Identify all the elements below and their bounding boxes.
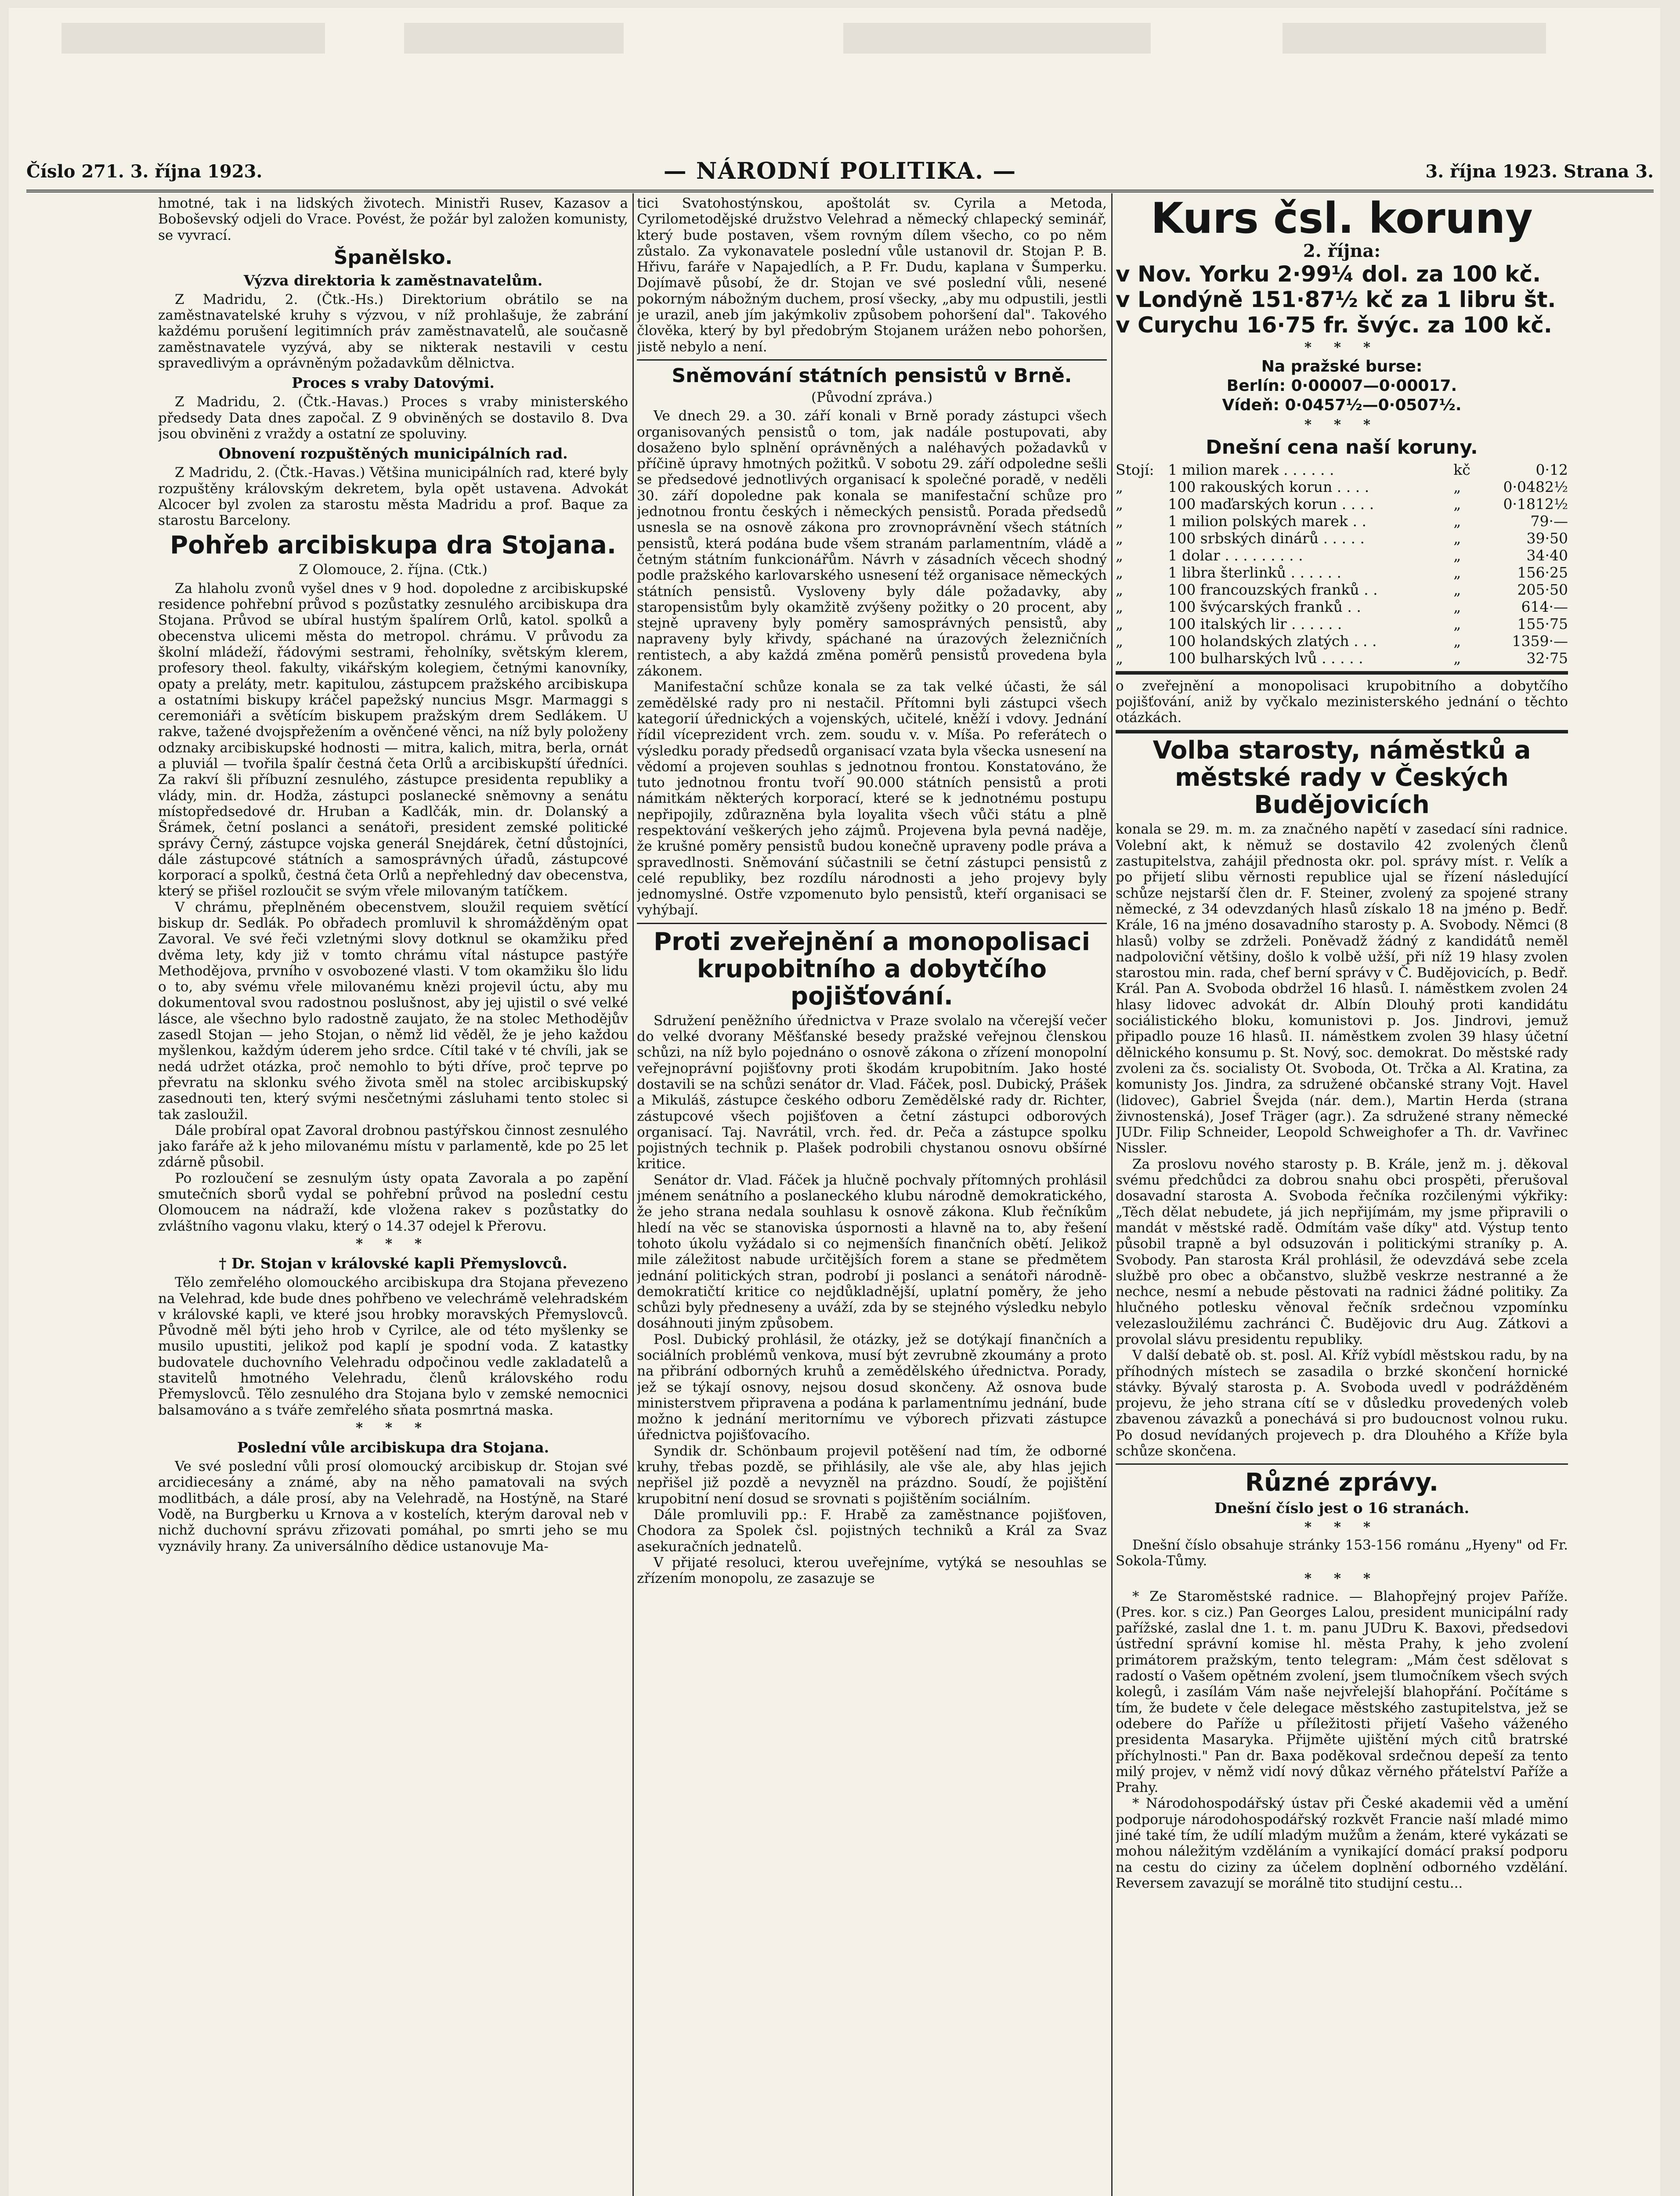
rate-prefix: „ bbox=[1116, 581, 1124, 598]
burse-berlin: Berlín: 0·00007—0·00017. bbox=[1226, 377, 1457, 395]
rate-label: 100 švýcarských franků . . bbox=[1168, 598, 1361, 615]
currency-rates-table bbox=[1116, 461, 1568, 667]
article-text: Dále probíral opat Zavoral drobnou pastýřskou činnost zesnulého jako faráře až k jeho milovanému místu v parlamentě, kde po 25 let zdárně působil. bbox=[158, 1122, 628, 1170]
rate-unit: „ bbox=[1453, 649, 1461, 667]
rate-unit: „ bbox=[1453, 495, 1461, 513]
rate-unit: „ bbox=[1453, 563, 1461, 581]
rate-unit: „ bbox=[1453, 512, 1461, 530]
rate-unit: „ bbox=[1453, 529, 1461, 547]
rate-label: 1 dolar . . . . . . . . . bbox=[1168, 546, 1303, 564]
exchange-date: 2. října: bbox=[1303, 241, 1381, 261]
article-headline: Pohřeb arcibiskupa dra Stojana. bbox=[170, 531, 616, 560]
article-text: Z Madridu, 2. (Čtk.-Havas.) Většina municipálních rad, které byly rozpuštěny královským dekretem, byla opět ustavena. Advokát Alcocer byl zvolen za starostu města Madridu a prof. Baque za starostu Barcelony. bbox=[158, 465, 628, 529]
rate-prefix: „ bbox=[1116, 495, 1124, 513]
article-text: Z Madridu, 2. (Čtk.-Havas.) Proces s vraby ministerského předsedy Data dnes započal. Z 9 obviněných se dostavilo 8. Dva jsou obviněni z vraždy a ostatní ze spoluviny. bbox=[158, 394, 628, 442]
rate-prefix: „ bbox=[1116, 615, 1124, 632]
rate-row bbox=[1116, 615, 1568, 632]
article-text: Ve dnech 29. a 30. září konali v Brně porady zástupci všech organisovaných pensistů o tom, jak nadále postupovati, aby dosaženo bylo splnění oprávněných a naléhavých požadavků v příčině úpravy hmotných požitků. V sobotu 29. září odpoledne sešli se předsedové jednotlivých organisací k společné poradě, v neděli 30. září dopoledne pak konala se manifestační schůze pro jednotnou frontu českých i německých pensistů. Porada předsedů usnesla se na osnově zákona pro zrovnoprávnění všech státních pensistů, která podána bude všem stranám parlamentním, vládě a četným státním funkcionářům. Návrh v zásadních věcech shodný podle pražského karlovarského usnesení též organisace německých státních pensistů. Vysloveny byly dále požadavky, aby staropensistům byly okamžitě zvýšeny požitky o 20 procent, aby stejně upraveny byly poměry samosprávných pensistů, aby napraveny byly křivdy, spáchané na úrazových železničních rentistech, a aby každá změna poměrů pensistů provedena byla zákonem. bbox=[637, 408, 1107, 679]
rate-label: 100 italských lir . . . . . . bbox=[1168, 615, 1342, 632]
rate-label: 1 libra šterlinků . . . . . . bbox=[1168, 563, 1341, 581]
subheading: Obnovení rozpuštěných municipálních rad. bbox=[218, 445, 568, 462]
section-heading: Různé zprávy. bbox=[1245, 1468, 1439, 1497]
issue-number: Číslo 271. 3. října 1923. bbox=[26, 161, 263, 182]
rate-row bbox=[1116, 564, 1568, 581]
article-headline: Volba starosty, náměstků a městské rady v Českých Budějovicích bbox=[1153, 736, 1531, 820]
rate-prefix: „ bbox=[1116, 529, 1124, 547]
subheading: † Dr. Stojan v královské kapli Přemyslovců. bbox=[219, 1255, 567, 1272]
rate-label: 100 maďarských korun . . . . bbox=[1168, 495, 1374, 513]
rate-label: 100 rakouských korun . . . . bbox=[1168, 478, 1369, 495]
rate-prefix: „ bbox=[1116, 478, 1124, 495]
rate-row bbox=[1116, 632, 1568, 650]
subheading: Poslední vůle arcibiskupa dra Stojana. bbox=[237, 1439, 549, 1456]
column-divider bbox=[1111, 193, 1113, 2196]
article-text: Dnešní číslo obsahuje stránky 153-156 románu „Hyeny" od Fr. Sokola-Tůmy. bbox=[1116, 1537, 1568, 1569]
article-rule bbox=[637, 359, 1107, 361]
rate-value: 34·40 bbox=[1526, 546, 1568, 564]
subheading: Dnešní číslo jest o 16 stranách. bbox=[1214, 1499, 1470, 1517]
article-text: Syndik dr. Schönbaum projevil potěšení nad tím, že odborné kruhy, třebas pozdě, se přihlásily, ale vše ale, aby hlas jejich nepřišel již pozdě a nevyzněl na prázdno. Soudí, že pojištění krupobitní není dosud se srovnati s pojištěním sociálním. bbox=[637, 1443, 1107, 1507]
article-headline: Proti zveřejnění a monopolisaci krupobitního a dobytčího pojišťování. bbox=[654, 927, 1090, 1011]
article-text: o zveřejnění a monopolisaci krupobitního a dobytčího pojišťování, aniž by vyčkalo mezinisterského jednání o těchto otázkách. bbox=[1116, 678, 1568, 726]
dateline: Z Olomouce, 2. října. (Ctk.) bbox=[299, 562, 488, 578]
rate-row bbox=[1116, 650, 1568, 667]
rate-unit: kč bbox=[1453, 461, 1470, 478]
burse-vienna: Vídeň: 0·0457½—0·0507½. bbox=[1222, 396, 1462, 415]
rate-row bbox=[1116, 598, 1568, 615]
rate-label: 100 srbských dinárů . . . . . bbox=[1168, 529, 1365, 547]
article-text: Po rozloučení se zesnulým ústy opata Zavorala a po zapění smutečních sborů vydal se pohřební průvod na poslední cestu Olomoucem na nádraží, kde vložena rakev s pozůstatky do zvláštního vagonu vlaku, který o 14.37 odejel k Přerovu. bbox=[158, 1170, 628, 1234]
rate-label: 100 bulharských lvů . . . . . bbox=[1168, 649, 1363, 667]
separator-stars: * * * bbox=[355, 1235, 431, 1252]
rate-new-york: v Nov. Yorku 2·99¼ dol. za 100 kč. bbox=[1116, 261, 1541, 287]
article-text: Sdružení peněžního úřednictva v Praze svolalo na včerejší večer do velké dvorany Měšťanské besedy pražské veřejnou členskou schůzi, na níž bylo pojednáno o osnově zákona o zřízení monopolní veřejnoprávní pojišťovny proti škodám krupobitním. Jako hosté dostavili se na schůzi senátor dr. Vlad. Fáček, posl. Dubický, Prášek a Mikuláš, zástupce českého odboru Zemědělské rady dr. Richter, zástupcové všech pojišťoven a četní zástupci odborových organisací. Taj. Navrátil, vrch. řed. dr. Peča a zástupce spolku pojistných technik p. Plašek podrobili chystanou osnovu obšírné kritice. bbox=[637, 1012, 1107, 1172]
masthead-title: — NÁRODNÍ POLITIKA. — bbox=[663, 158, 1017, 184]
article-text: Z Madridu, 2. (Čtk.-Hs.) Direktorium obrátilo se na zaměstnavatelské kruhy s výzvou, v níž prohlašuje, že zabrání každému porušení legitimních práv zaměstnavatelů, ale současně zaměstnavatele vyzývá, aby se nikterak nestavili v cestu spravedlivým a oprávněným požadavkům dělnictva. bbox=[158, 291, 628, 372]
rate-prefix: „ bbox=[1116, 598, 1124, 615]
rate-value: 0·1812½ bbox=[1503, 495, 1568, 513]
article-text: V přijaté resoluci, kterou uveřejníme, vytýká se nesouhlas se zřízením monopolu, ze zasazuje se bbox=[637, 1554, 1107, 1587]
page-header bbox=[26, 156, 1654, 187]
article-text: tici Svatohostýnskou, apoštolát sv. Cyrila a Metoda, Cyrilometodějské družstvo Velehrad a německý chlapecký seminář, který bude postaven, všem rovným dílem všecho, co po něm zůstalo. Za vykonavatele poslední vůle ustanovil dr. Stojan P. B. Hřivu, faráře v Napajedlích, a P. Fr. Dudu, kaplana v Šumperku. Dojímavě působí, že dr. Stojan ve své poslední vůli, nesené pokorným nábožným duchem, prosí všecky, „aby mu odpustili, jestli je urazil, aneb jím jakýmkoliv způsobem pohoršení dal". Takového člověka, který by byl předobrým Stojanem urážen nebo pohoršen, jistě nebylo a není. bbox=[637, 195, 1107, 355]
rate-unit: „ bbox=[1453, 478, 1461, 495]
separator-stars: * * * bbox=[1304, 1571, 1380, 1587]
article-text: Za proslovu nového starosty p. B. Krále, jenž m. j. děkoval svému předchůdci za dobrou snahu obci prospěti, přerušoval dosavadní starosta A. Svoboda řečníka rozčilenými výkřiky: „Těch dělat nebudete, já jich nepřijímám, my jsme připravili o mandát v městské radě. Odmítám vaše díky" atd. Výstup tento působil trapně a byl odsuzován i politickými straníky p. A. Svobody. Pan starosta Král prohlásil, že odevzdává sebe zcela službě pro obec a občanstvo, službě veskrze nestranné a že nechce, nesmí a nebude pěstovati na radnici žádné politiky. Za hlučného potlesku věnoval řečník srdečnou vzpomínku velezasloužilému zachránci Č. Budějovic dru Aug. Zátkovi a provolal slávu presidentu republiky. bbox=[1116, 1156, 1568, 1347]
subheading: Proces s vraby Datovými. bbox=[292, 374, 495, 392]
column-3 bbox=[1116, 195, 1568, 2196]
article-text: Posl. Dubický prohlásil, že otázky, jež se dotýkají finančních a sociálních problémů venkova, musí být zevrubně zkoumány a proto na přibrání odborných kruhů a zemědělského úřednictva. Porady, jež se týkají osnovy, nejsou dosud skončeny. Až osnova bude ministerstvem připravena a podána k parlamentnímu jednání, bude možno k jednání meritornímu ve výborech přizvati zástupce úřednictva pojišťovacího. bbox=[637, 1331, 1107, 1443]
rate-value: 0·12 bbox=[1535, 461, 1568, 478]
article-text: hmotné, tak i na lidských životech. Ministři Rusev, Kazasov a Boboševský odjeli do Vrace. Povést, že požár byl založen komunisty, se vyvrací. bbox=[158, 195, 628, 243]
section-heading: Španělsko. bbox=[333, 246, 453, 269]
article-text: Ve své poslední vůli prosí olomoucký arcibiskup dr. Stojan své arcidiecesány a známé, aby na něho pamatovali na svých modlitbách, a dále prosí, aby na Velehradě, na Hostýně, na Staré Vodě, na Burgberku u Krnova a v kostelích, kterým daroval neb v nichž duchovní správu zřizovati pomáhal, po smrti jeho se mu vyznávily hrany. Za universálního dědice ustanovuje Ma- bbox=[158, 1459, 628, 1554]
article-headline: Sněmování státních pensistů v Brně. bbox=[672, 364, 1072, 387]
article-text: * Ze Staroměstské radnice. — Blahopřejný projev Paříže. (Pres. kor. s ciz.) Pan Georges Lalou, president municipální rady pařížské, zaslal dne 1. t. m. panu JUDru K. Baxovi, předsedovi ústřední správní komise hl. města Prahy, k jeho zvolení primátorem pražským, tento telegram: „Mám čest sdělovat s radostí o Vašem opětném zvolení, jsem tlumočníkem všech svých kolegů, i zasílám Vám naše nejvřelejší blahopřání. Počítáme s tím, že budete v čele delegace městského zastupitelstva, jež se odebere do Paříže u příležitosti přijetí Vašeho váženého presidenta Masaryka. Přijměte ujištění mých citů bratrské příchylnosti." Pan dr. Baxa poděkoval srdečnou depeší za tento milý projev, v němž vidí nový důkaz věrného přátelství Paříže a Prahy. bbox=[1116, 1588, 1568, 1796]
rate-value: 156·25 bbox=[1517, 563, 1568, 581]
article-text: Tělo zemřelého olomouckého arcibiskupa dra Stojana převezeno na Velehrad, kde bude dnes pohřbeno ve velechrámě velehradském v královské kapli, ve které jsou hrobky moravských Přemyslovců. Původně měl býti jeho hrob v Cyrilce, ale od této myšlenky se musilo upustiti, jelikož pod kaplí je spodní voda. Z katastky budovatele duchovního Velehradu odpočinou vedle zakladatelů a stavitelů hmotného Velehradu, členů královského rodu Přemyslovců. Tělo zesnulého dra Stojana bylo v zemské nemocnici balsamováno a s tváře zemřelého sňata posmrtná maska. bbox=[158, 1275, 628, 1418]
rate-value: 1359·— bbox=[1512, 632, 1568, 650]
rate-value: 0·0482½ bbox=[1503, 478, 1568, 495]
article-text: Manifestační schůze konala se za tak velké účasti, že sál zemědělské rady pro ni nestačil. Přítomni byli zástupci všech kategorií úřednických a vojenských, učitelé, kněží i vdovy. Jednání řídil víceprezident vrch. zem. soudu v. v. Míša. Po referátech o výsledku porady předsedů organisací vzata byla všecka usnesení na vědomí a projeven souhlas s jednotnou frontou. Konstatováno, že tuto jednotnou frontu tvoří 90.000 státních pensistů a proti námitkám některých korporací, které se k jednotnému postupu nepřipojily, zdůrazněna byla loyalita všech vůči státu a plně respektování veškerých jeho zájmů. Projevena byla pevná naděje, že krušné poměry pensistů budou konečně upraveny podle práva a spravedlnosti. Sněmování súčastnili se četní zástupci pensistů z celé republiky, bez rozdílu národnosti a jeho projevy byly jednomyslné. Ostře vzpomenuto bylo pensistů, kteří organisaci se vyhýbají. bbox=[637, 679, 1107, 918]
rate-row bbox=[1116, 495, 1568, 513]
separator-stars: * * * bbox=[1304, 340, 1380, 355]
article-text: V další debatě ob. st. posl. Al. Kříž vybídl městskou radu, by na příhodných místech se zasadila o brzké skončení hornické stávky. Bývalý starosta p. A. Svoboda uvedl v podrážděném projevu, že jeho strana cítí se v důsledku provedených voleb zbavenou závazků a ponechává si pro budoucnost volnou ruku. Po dosud nevídaných projevech p. dra Dlouhého a Kříže byla schůze skončena. bbox=[1116, 1347, 1568, 1459]
rate-unit: „ bbox=[1453, 632, 1461, 650]
rate-value: 205·50 bbox=[1517, 581, 1568, 598]
column-2 bbox=[637, 195, 1107, 2196]
article-text: Senátor dr. Vlad. Fáček ja hlučně pochvaly přítomných prohlásil jménem senátního a poslaneckého klubu národně demokratického, že jeho strana nedala souhlasu k osnově zákona. Klub řečníkům hledí na věc se stanoviska úspornosti a hlavně na to, aby řešení tohoto úkolu vyžádalo si co nejmenších finančních obětí. Jelikož mile záležitost nabude určitějších forem a stane se předmětem jednání politických stran, podrobí ji poslanci a senátoři národně-demokratičtí kritice co nejdůkladnější, uplatní poměry, že jeho schůzi byly předneseny a uváží, zda by se stejného výsledku nebylo dosáhnouti jiným způsobem. bbox=[637, 1172, 1107, 1332]
rate-unit: „ bbox=[1453, 581, 1461, 598]
rate-value: 79·— bbox=[1530, 512, 1568, 530]
rate-value: 32·75 bbox=[1526, 649, 1568, 667]
rate-row bbox=[1116, 478, 1568, 495]
header-rule bbox=[26, 190, 1654, 192]
rate-prefix: „ bbox=[1116, 632, 1124, 650]
rate-label: 1 milion marek . . . . . . bbox=[1168, 461, 1334, 478]
rate-label: 100 francouzských franků . . bbox=[1168, 581, 1378, 598]
rate-value: 155·75 bbox=[1517, 615, 1568, 632]
subheading: Výzva direktoria k zaměstnavatelům. bbox=[243, 271, 543, 289]
source-note: (Původní zpráva.) bbox=[811, 389, 933, 405]
column-1 bbox=[158, 195, 628, 2196]
rate-london: v Londýně 151·87½ kč za 1 libru št. bbox=[1116, 287, 1556, 312]
separator-stars: * * * bbox=[1304, 1519, 1380, 1535]
article-text: konala se 29. m. m. za značného napětí v zasedací síni radnice. Volební akt, k němuž se dostavilo 42 zvolených členů zastupitelstva, zahájil přednosta okr. pol. správy míst. r. Velík a po přijetí slibu věrnosti republice ujal se řízení následující schůze nejstarší člen dr. F. Steiner, zvolený za spojené strany německé, z 34 odevzdaných hlasů získalo 18 na jméno p. Bedř. Krále, 16 na jméno dosavadního starosty p. A. Svobody. Němci (8 hlasů) volby se zdrželi. Poněvadž žádný z kandidátů neměl nadpoloviční většiny, došlo k volbě užší, při níž 19 hlasy zvolen starostou min. rada, chef berní správy v Č. Budějovicích, p. Bedř. Král. Pan A. Svoboda obdržel 16 hlasů. I. náměstkem zvolen 24 hlasy lidovec advokát dr. Albín Dlouhý proti kandidátu sociálistického bloku, komunistovi p. Jos. Jindrovi, jemuž připadlo pouze 16 hlasů. II. náměstkem zvolen 39 hlasy účetní dělnického konsumu p. St. Nový, soc. demokrat. Do městské rady zvoleni za čs. socialisty Ot. Svoboda, Ot. Trčka a Al. Kratina, za komunisty Jos. Jindra, za sdružené občanské strany Vojt. Havel (lidovec), Gabriel Švejda (nár. dem.), Martin Herda (strana živnostenská), Josef Träger (agr.). Za sdružené strany německé JUDr. Filip Schneider, Leopold Schweighofer a Th. dr. Vavřinec Nissler. bbox=[1116, 821, 1568, 1156]
section-rule bbox=[1116, 671, 1568, 675]
rate-row bbox=[1116, 547, 1568, 564]
page-number: 3. října 1923. Strana 3. bbox=[1425, 161, 1654, 182]
rates-table-title: Dnešní cena naší koruny. bbox=[1206, 436, 1478, 459]
rate-unit: „ bbox=[1453, 598, 1461, 615]
rate-unit: „ bbox=[1453, 546, 1461, 564]
rate-prefix: „ bbox=[1116, 512, 1124, 530]
separator-stars: * * * bbox=[355, 1419, 431, 1436]
separator-stars: * * * bbox=[1304, 417, 1380, 433]
rate-row bbox=[1116, 461, 1568, 478]
rate-label: 100 holandských zlatých . . . bbox=[1168, 632, 1377, 650]
rate-row bbox=[1116, 581, 1568, 598]
burse-title: Na pražské burse: bbox=[1261, 358, 1423, 376]
article-rule bbox=[1116, 1463, 1568, 1465]
rate-prefix: „ bbox=[1116, 546, 1124, 564]
rate-row bbox=[1116, 530, 1568, 547]
rate-value: 614·— bbox=[1521, 598, 1568, 615]
article-text: * Národohospodářský ústav při České akademii věd a umění podporuje národohospodářský rozkvět Francie naší mladé mimo jiné také tím, že udílí mladým mužům a ženám, které vykázati se mohou náležitým vzděláním a vynikající domácí praksí podporu na cestu do ciziny za účelem doplnění odborného vzdělání. Reversem zavazují se morálně tito studijní cestu... bbox=[1116, 1795, 1568, 1891]
section-rule bbox=[1116, 730, 1568, 733]
rate-label: 1 milion polských marek . . bbox=[1168, 512, 1366, 530]
rate-value: 39·50 bbox=[1526, 529, 1568, 547]
rate-unit: „ bbox=[1453, 615, 1461, 632]
exchange-rate-headline: Kurs čsl. koruny bbox=[1151, 195, 1533, 243]
article-text: Dále promluvili pp.: F. Hrabě za zaměstnance pojišťoven, Chodora za Spolek čsl. pojistných techniků a Král za Svaz asekuračních jednatelů. bbox=[637, 1506, 1107, 1555]
article-rule bbox=[637, 923, 1107, 924]
column-divider bbox=[632, 193, 634, 2196]
article-text: Za hlaholu zvonů vyšel dnes v 9 hod. dopoledne z arcibiskupské residence pohřební průvod s pozůstatky zesnulého arcibiskupa dra Stojana. Průvod se ubíral hustým špalírem Orlů, katol. spolků a obecenstva ulicemi města do metropol. chrámu. V průvodu za školní mládeží, řádovými sestrami, řeholníky, světským klerem, profesory theol. fakulty, vikářským kolegiem, četnými kanovníky, opaty a preláty, metr. kapitulou, zástupcem pražského arcibiskupa a ostatními biskupy kráčel papežský nuncius Msgr. Marmaggi s ceremoniáři a světícím biskupem pražským drem Sedlákem. U rakve, tažené dvojspřežením a ověnčené věnci, na níž byly položeny odznaky arcibiskupské hodnosti — mitra, kalich, mitra, berla, ornát a pluviál — tvořila špalír čestná četa Orlů a arcibiskupští úředníci. Za rakví šli příbuzní zesnulého, zástupce presidenta republiky a vlády, min. dr. Hodža, zástupci poslanecké sněmovny a senátu místopředsedové dr. Hruban a Kadlčák, min. dr. Dolanský a Šrámek, četní poslanci a senátoři, president zemské politické správy Černý, zástupce vojska generál Snejdárek, četní důstojníci, dále zástupcové státních a samosprávných úřadů, zástupcové korporací a spolků, čestná četa Orlů a nepřehledný dav obecenstva, který se přišel rozloučit se svým vřele milovaným tatíčkem. bbox=[158, 580, 628, 899]
rate-prefix: „ bbox=[1116, 649, 1124, 667]
rate-row bbox=[1116, 513, 1568, 530]
rate-zurich: v Curychu 16·75 fr. švýc. za 100 kč. bbox=[1116, 312, 1552, 338]
rate-prefix: „ bbox=[1116, 563, 1124, 581]
article-text: V chrámu, přeplněném obecenstvem, sloužil requiem světící biskup dr. Sedlák. Po obřadech promluvil k shromážděným opat Zavoral. Ve své řeči vzletnými slovy dotknul se okamžiku před dvěma lety, kdy již v tomto chrámu vítal nástupce pastýře Methodějova, prvního v osvobozené vlasti. V tom okamžiku šlo lidu o to, aby svému vřele milovanému knězi projevil úctu, aby mu dokumentoval svou radostnou poslušnost, aby jej ujistil o své velké lásce, ale všechno bylo radostně zaujato, že na stolec Methodějův zasedl Stojan — jeho Stojan, o němž lid věděl, že je jeho každou myšlenkou, každým úderem jeho srdce. Cítil také v té chvíli, jak se nedá udržet otázka, proč nemohlo to býti dříve, proč teprve po převratu na sklonku svého života směl na stolec arcibiskupský zasednouti ten, který svými nesčetnými zásluhami tento stolec si tak zasloužil. bbox=[158, 899, 628, 1123]
rate-prefix: Stojí: bbox=[1116, 461, 1154, 478]
bleed-through-area bbox=[9, 10, 1660, 62]
